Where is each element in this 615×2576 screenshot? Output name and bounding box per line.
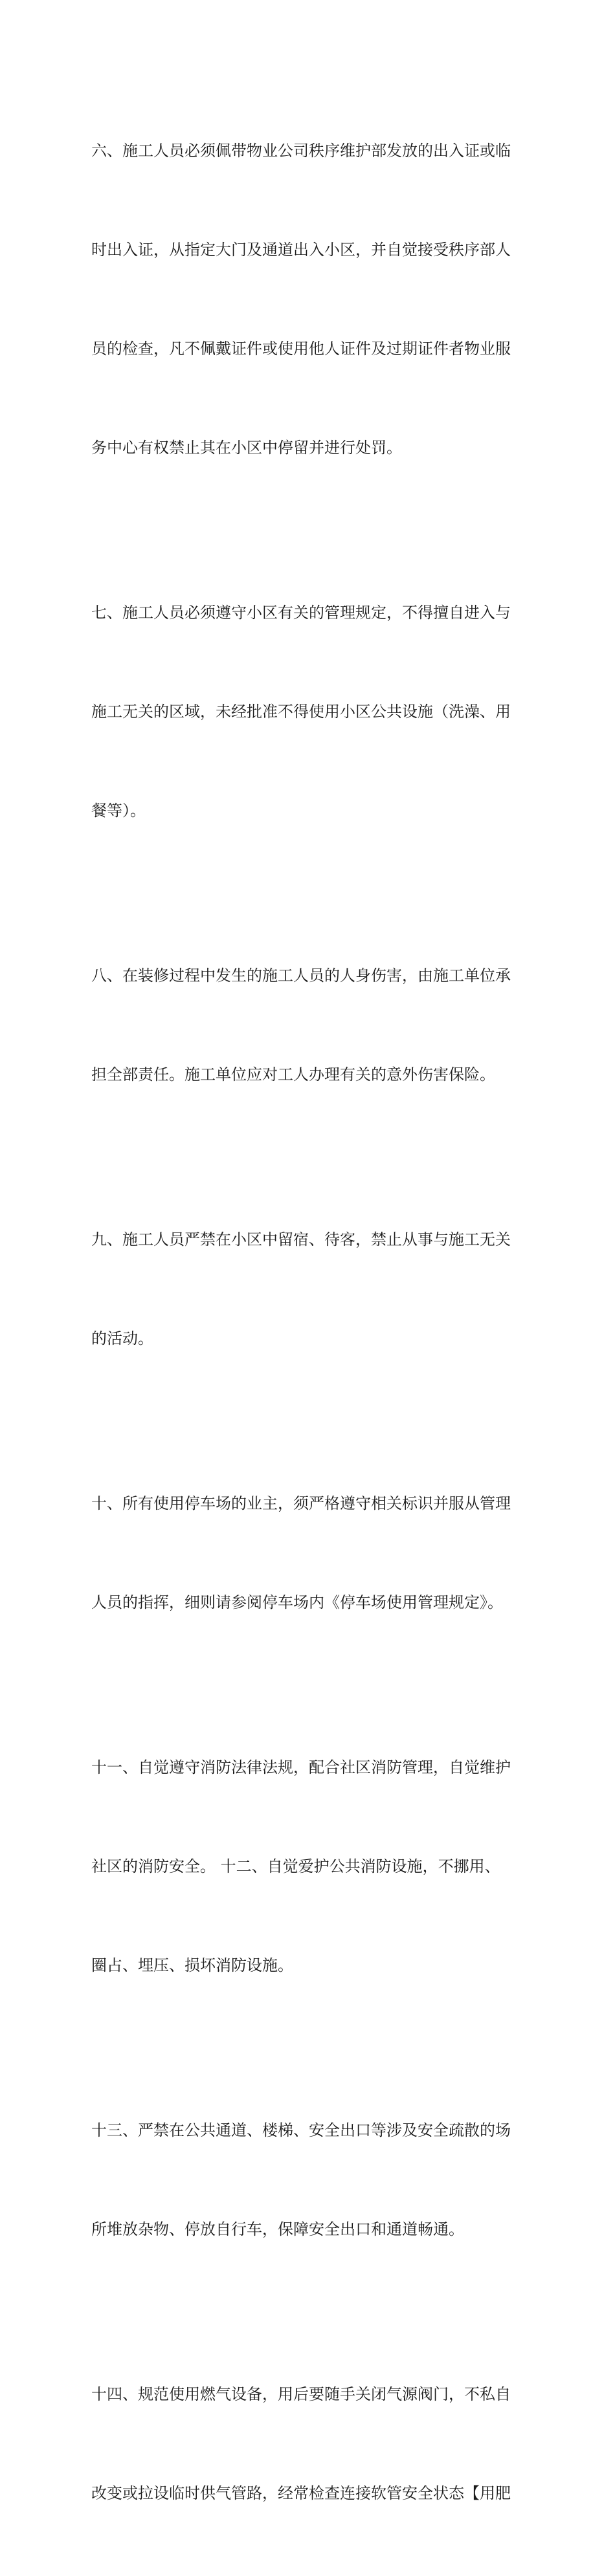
text-line: 十一、自觉遵守消防法律法规，配合社区消防管理，自觉维护 [91,1758,511,1776]
paragraph-11 [91,1685,531,2048]
text-line: 的活动。 [91,1329,153,1348]
text-line: 改变或拉设临时供气管路，经常检查连接软管安全状态【用肥 [91,2484,511,2502]
text-line: 十、所有使用停车场的业主，须严格遵守相关标识并服从管理 [91,1494,511,1512]
text-line: 餐等）。 [91,802,146,820]
text-line: 六、施工人员必须佩带物业公司秩序维护部发放的出入证或临 [91,142,511,160]
paragraph-10 [91,1421,531,1685]
text-line: 担全部责任。施工单位应对工人办理有关的意外伤害保险。 [91,1065,495,1084]
document-body [91,69,531,2576]
text-line: 八、在装修过程中发生的施工人员的人身伤害，由施工单位承 [91,966,511,985]
text-line: 十三、严禁在公共通道、楼梯、安全出口等涉及安全疏散的场 [91,2121,511,2139]
text-line: 社区的消防安全。 十二、自觉爱护公共消防设施，不挪用、 [91,1857,500,1875]
paragraph-6 [91,69,531,530]
text-line: 所堆放杂物、停放自行车，保障安全出口和通道畅通。 [91,2220,464,2238]
text-line: 施工无关的区域，未经批准不得使用小区公共设施（洗澡、用 [91,703,511,721]
text-line: 十四、规范使用燃气设备，用后要随手关闭气源阀门，不私自 [91,2385,511,2403]
text-line: 时出入证，从指定大门及通道出入小区，并自觉接受秩序部人 [91,241,511,259]
paragraph-13 [91,2048,531,2312]
text-line: 圈占、埋压、损坏消防设施。 [91,1956,293,1974]
paragraph-14 [91,2312,531,2576]
text-line: 务中心有权禁止其在小区中停留并进行处罚。 [91,439,402,457]
paragraph-9 [91,1157,531,1421]
text-line: 员的检查，凡不佩戴证件或使用他人证件及过期证件者物业服 [91,340,511,358]
text-line: 九、施工人员严禁在小区中留宿、待客，禁止从事与施工无关 [91,1230,511,1249]
text-line: 人员的指挥，细则请参阅停车场内《停车场使用管理规定》。 [91,1593,503,1611]
text-line: 七、施工人员必须遵守小区有关的管理规定，不得擅自进入与 [91,604,511,622]
paragraph-7 [91,530,531,893]
paragraph-8 [91,893,531,1157]
